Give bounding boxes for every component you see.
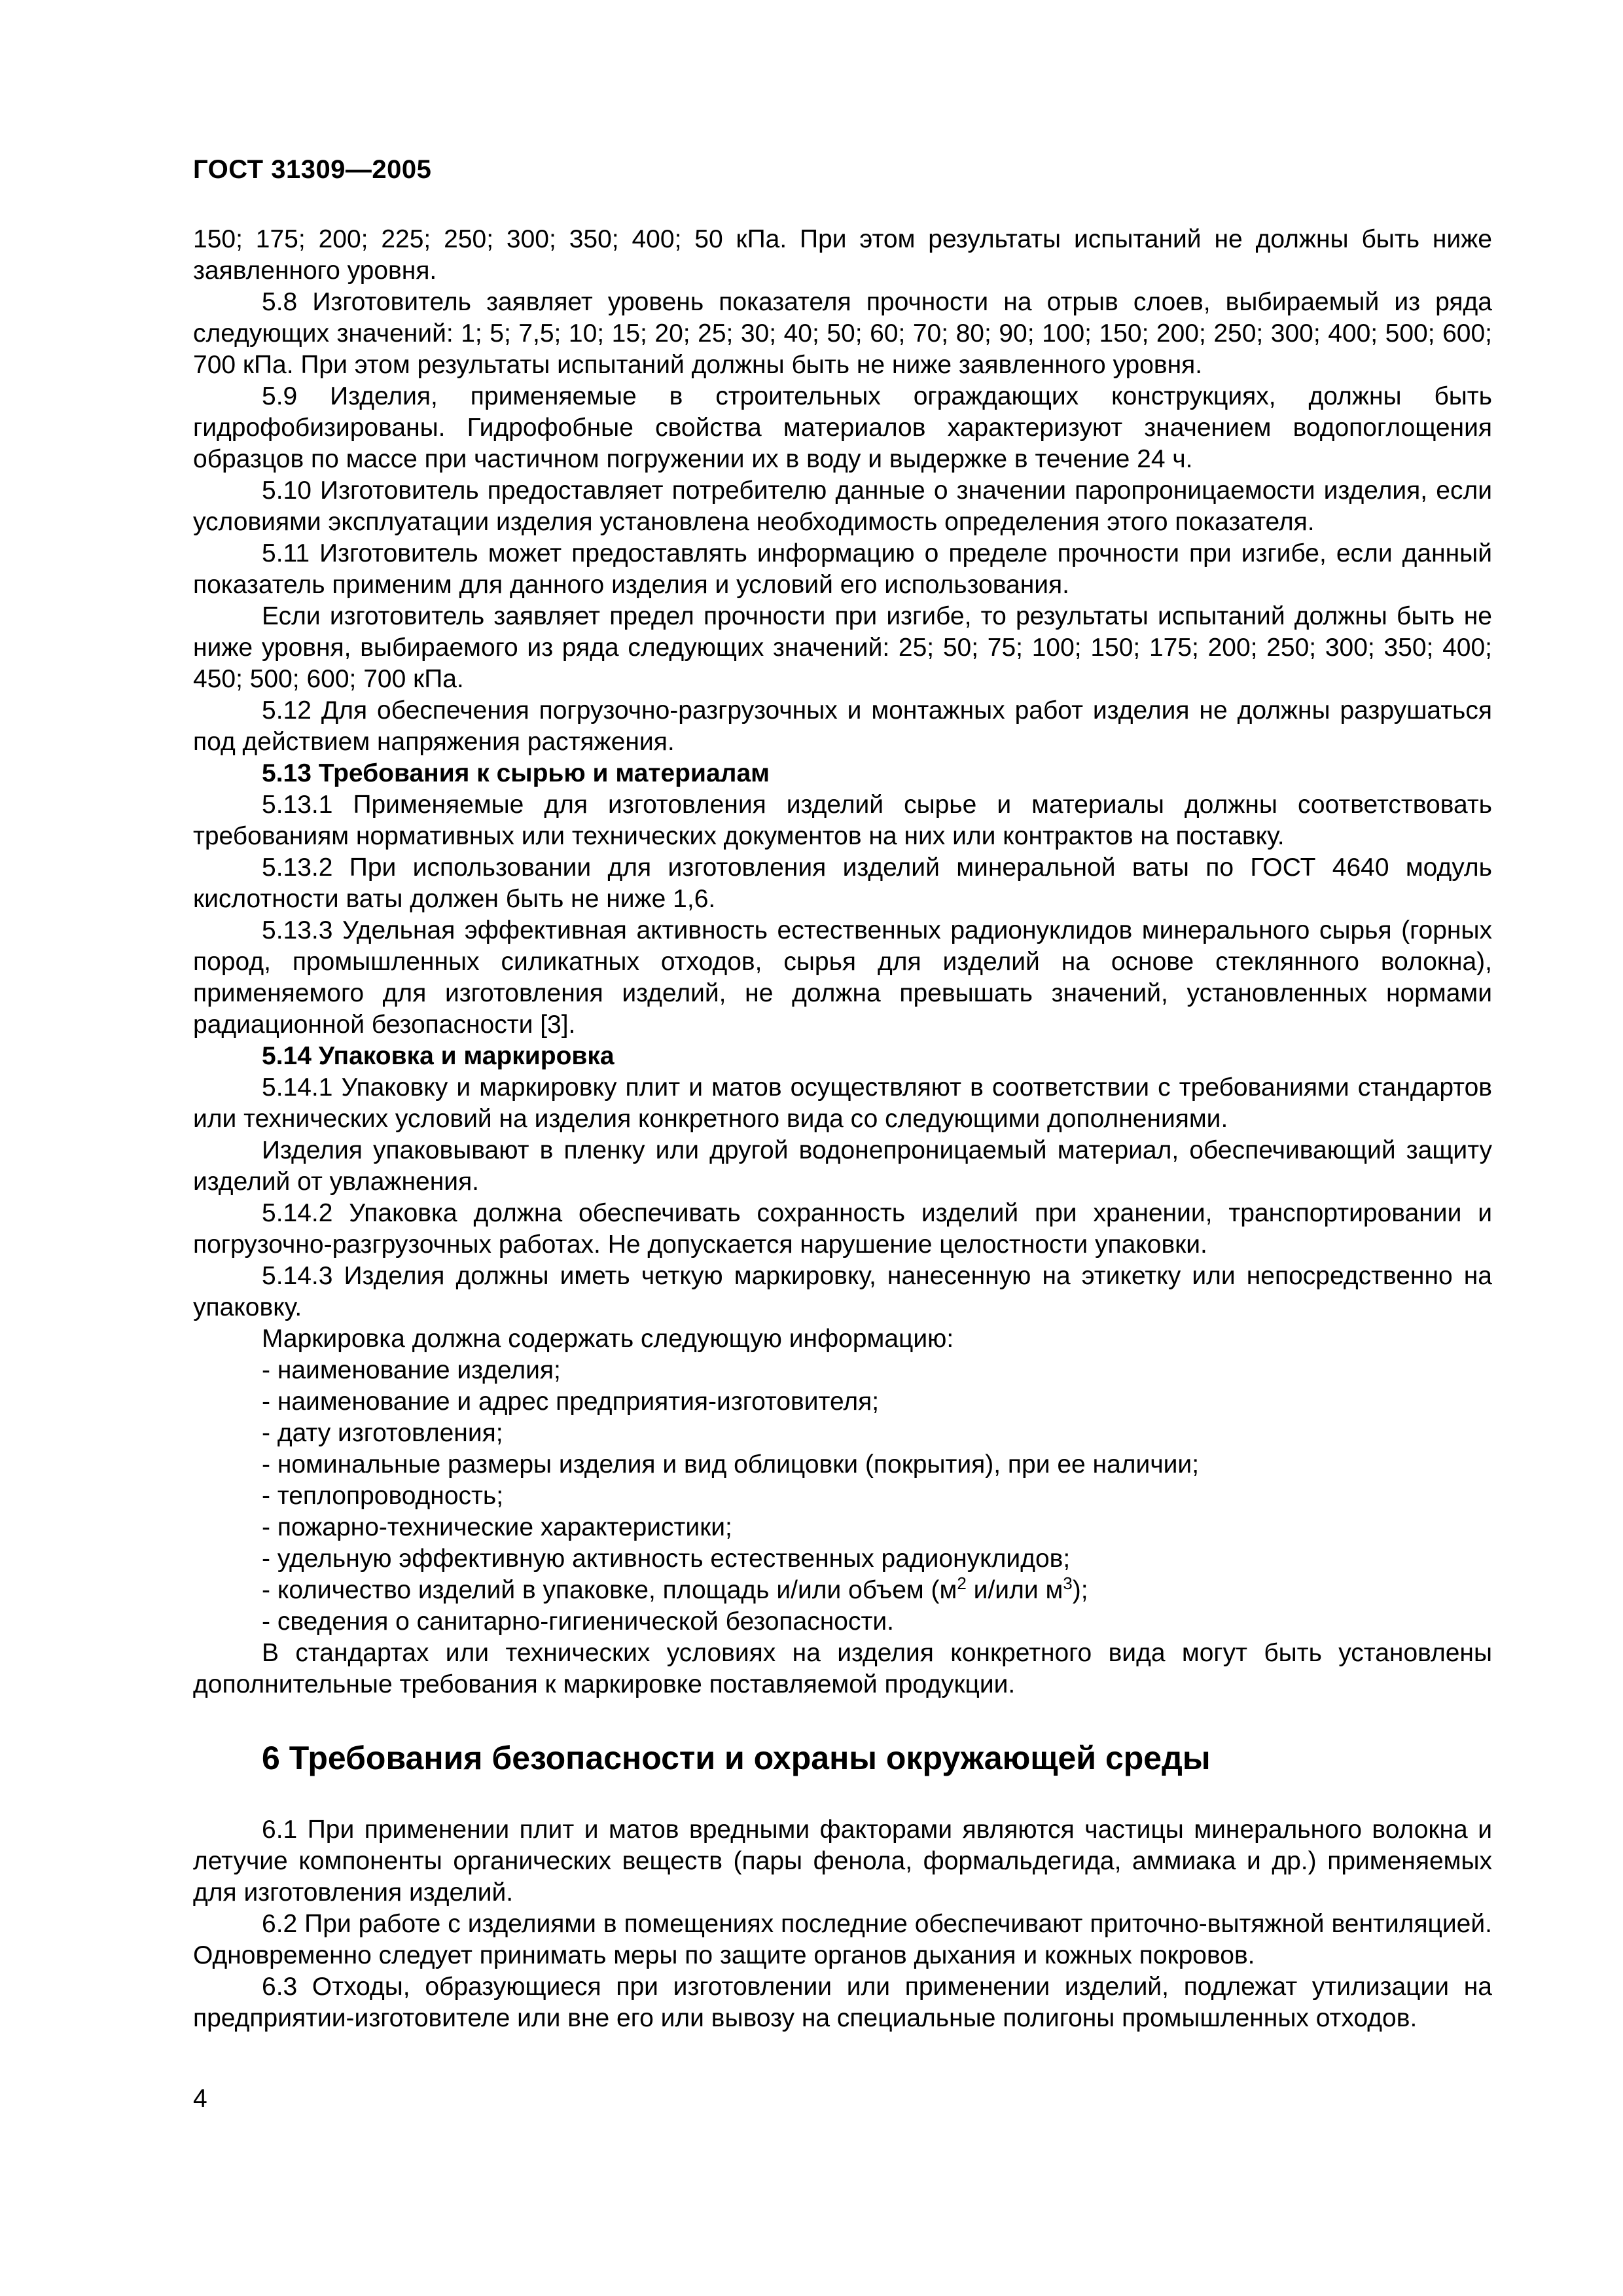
subsection-heading-5-14: 5.14 Упаковка и маркировка [262, 1042, 615, 1070]
marking-list-item: - сведения о санитарно-гигиенической безопасности. [262, 1607, 894, 1636]
paragraph-5-10: 5.10 Изготовитель предоставляет потребителю данные о значении паропроницаемости изделия, если условиями эксплуатации изделия установлена необходимость определения этого показателя. [193, 476, 1492, 536]
paragraph-5-13-3: 5.13.3 Удельная эффективная активность естественных радионуклидов минерального сырья (горных пород, промышленных силикатных отходов, сырья для изделий на основе стеклянного волокна), применяемого для изготовления изделий, не должна превышать значений, установленных нормами радиационной безопасности [3]. [193, 916, 1492, 1039]
section-heading-6: 6 Требования безопасности и охраны окружающей среды [262, 1740, 1211, 1776]
paragraph-5-11: 5.11 Изготовитель может предоставлять информацию о пределе прочности при изгибе, если данный показатель применим для данного изделия и условий его использования. [193, 539, 1492, 599]
document-body [193, 224, 1492, 2034]
paragraph-6-3: 6.3 Отходы, образующиеся при изготовлении или применении изделий, подлежат утилизации на предприятии-изготовителе или вне его или вывозу на специальные полигоны промышленных отходов. [193, 1973, 1492, 2032]
paragraph-5-13-2: 5.13.2 При использовании для изготовления изделий минеральной ваты по ГОСТ 4640 модуль кислотности ваты должен быть не ниже 1,6. [193, 853, 1492, 913]
marking-list-item: - удельную эффективную активность естественных радионуклидов; [262, 1545, 1071, 1573]
marking-intro: Маркировка должна содержать следующую информацию: [262, 1325, 954, 1353]
quantity-text-mid: и/или м [966, 1576, 1063, 1604]
paragraph-6-1: 6.1 При применении плит и матов вредными факторами являются частицы минерального волокна и летучие компоненты органических веществ (пары фенола, формальдегида, аммиака и др.) применяемых для изготовления изделий. [193, 1816, 1492, 1907]
paragraph-5-14-1: 5.14.1 Упаковку и маркировку плит и матов осуществляют в соответствии с требованиями стандартов или технических условий на изделия конкретного вида со следующими дополнениями. [193, 1073, 1492, 1133]
marking-list-item: - дату изготовления; [262, 1419, 503, 1447]
paragraph-5-14-1-continued: Изделия упаковывают в пленку или другой водонепроницаемый материал, обеспечивающий защиту изделий от увлажнения. [193, 1136, 1492, 1196]
quantity-text-post: ); [1072, 1576, 1088, 1604]
marking-outro: В стандартах или технических условиях на изделия конкретного вида могут быть установлены дополнительные требования к маркировке поставляемой продукции. [193, 1639, 1492, 1698]
marking-list-item: - пожарно-технические характеристики; [262, 1513, 732, 1541]
marking-list-item: - наименование изделия; [262, 1356, 561, 1384]
quantity-text-pre: - количество изделий в упаковке, площадь и/или объем (м [262, 1576, 957, 1604]
paragraph-continuation: 150; 175; 200; 225; 250; 300; 350; 400; 50 кПа. При этом результаты испытаний не должны быть ниже заявленного уровня. [193, 225, 1492, 285]
superscript-2: 2 [957, 1573, 967, 1593]
marking-list-item: - теплопроводность; [262, 1482, 504, 1510]
marking-list-item-quantity [193, 1575, 1492, 1606]
paragraph-5-14-3: 5.14.3 Изделия должны иметь четкую маркировку, нанесенную на этикетку или непосредственно на упаковку. [193, 1262, 1492, 1321]
paragraph-5-11-continued: Если изготовитель заявляет предел прочности при изгибе, то результаты испытаний должны быть не ниже уровня, выбираемого из ряда следующих значений: 25; 50; 75; 100; 150; 175; 200; 250; 300; 350; 400; 450; 500; 600; 700 кПа. [193, 602, 1492, 693]
page-number: 4 [193, 2085, 207, 2113]
superscript-3: 3 [1063, 1573, 1073, 1593]
marking-list-item: - номинальные размеры изделия и вид облицовки (покрытия), при ее наличии; [262, 1450, 1200, 1479]
paragraph-5-12: 5.12 Для обеспечения погрузочно-разгрузочных и монтажных работ изделия не должны разрушаться под действием напряжения растяжения. [193, 696, 1492, 756]
paragraph-5-14-2: 5.14.2 Упаковка должна обеспечивать сохранность изделий при хранении, транспортировании и погрузочно-разгрузочных работах. Не допускается нарушение целостности упаковки. [193, 1199, 1492, 1259]
document-code-header: ГОСТ 31309—2005 [193, 155, 432, 184]
paragraph-5-13-1: 5.13.1 Применяемые для изготовления изделий сырье и материалы должны соответствовать требованиям нормативных или технических документов на них или контрактов на поставку. [193, 791, 1492, 850]
paragraph-5-8: 5.8 Изготовитель заявляет уровень показателя прочности на отрыв слоев, выбираемый из ряда следующих значений: 1; 5; 7,5; 10; 15; 20; 25; 30; 40; 50; 60; 70; 80; 90; 100; 150; 200; 250; 300; 400; 500; 600; 700 кПа. При этом результаты испытаний должны быть не ниже заявленного уровня. [193, 288, 1492, 379]
paragraph-5-9: 5.9 Изделия, применяемые в строительных ограждающих конструкциях, должны быть гидрофобизированы. Гидрофобные свойства материалов характеризуют значением водопоглощения образцов по массе при частичном погружении их в воду и выдержке в течение 24 ч. [193, 382, 1492, 473]
marking-list-item: - наименование и адрес предприятия-изготовителя; [262, 1388, 880, 1416]
paragraph-6-2: 6.2 При работе с изделиями в помещениях последние обеспечивают приточно-вытяжной вентиляцией. Одновременно следует принимать меры по защите органов дыхания и кожных покровов. [193, 1910, 1492, 1969]
subsection-heading-5-13: 5.13 Требования к сырью и материалам [262, 759, 770, 787]
